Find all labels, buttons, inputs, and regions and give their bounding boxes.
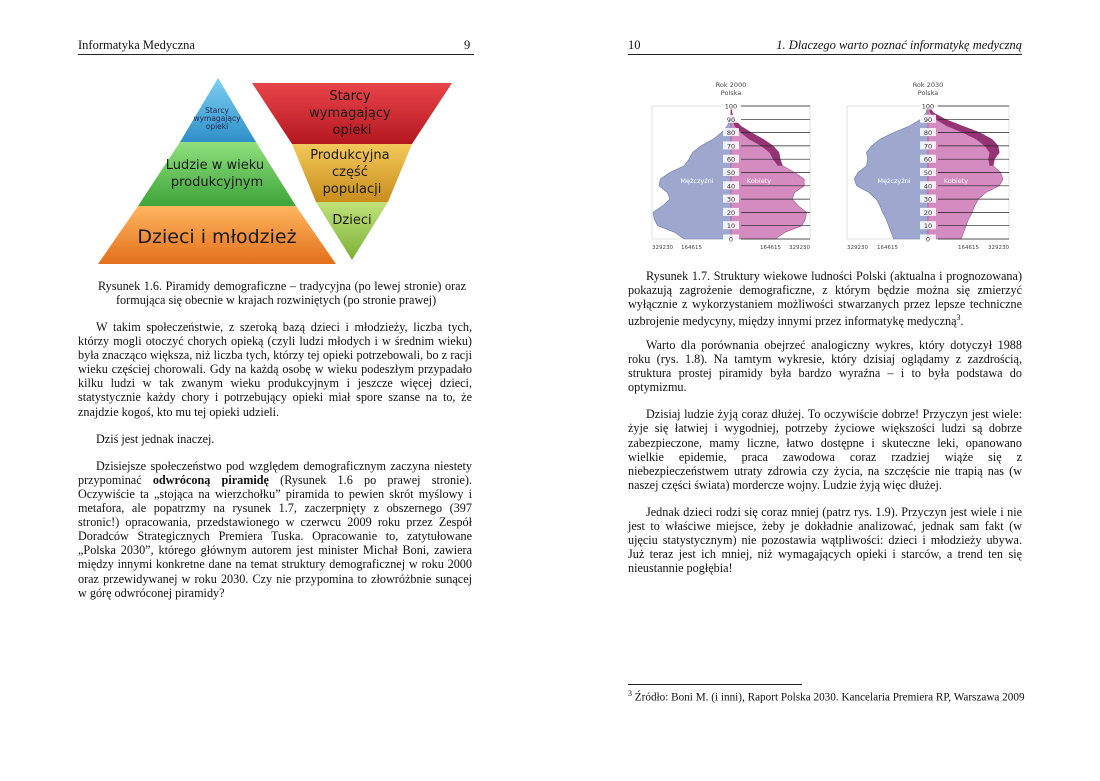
age-tick-label: 30 — [923, 195, 933, 204]
age-tick-label: 50 — [726, 169, 736, 177]
figure-caption — [628, 269, 1022, 328]
body-text — [628, 338, 1022, 575]
age-tick-label: 80 — [726, 129, 736, 138]
header-rule — [78, 54, 474, 55]
figure-caption-text: Rysunek 1.7. Struktury wiekowe ludności Polski (aktualna i prognozowana) pokazują zagrożenie demograficzne, z którym będzie można się zmierzyć wyłącznie z wykorzystaniem możliwości stwarzanych przez lepsze techniczne uzbrojenie medycyny, między innymi przez informatykę medyczną — [628, 269, 1022, 329]
paragraph-text: (Rysunek 1.6 po prawej stronie). Oczywiście ta „stojąca na wierzchołku” piramida to pewien skrót myślowy i metafora, ale popatrzmy na rysunek 1.7, zaczerpnięty z obszernego (397 stronic!) opracowania, przedstawionego w czerwcu 2009 roku przez Zespół Doradców Strategicznych Premiera Tuska. Opracowanie to, zatytułowane „Polska 2030”, którego głównym autorem jest minister Michał Boni, zawiera między innymi konkretne dane na temat struktury demograficznej w roku 2000 oraz przewidywanej w roku 2030. Czy nie przypomina to złowróżbnie sunącej w górę odwróconej piramidy? — [78, 472, 472, 600]
age-tick-label: 70 — [726, 142, 736, 151]
age-tick-label: 50 — [923, 169, 933, 177]
caption-end: . — [960, 314, 964, 329]
paragraph: W takim społeczeństwie, z szeroką bazą dzieci i młodzieży, liczba tych, którzy mogli otoczyć chorych opieką (czyli ludzi młodych i w średnim wieku) była znacząco większa, niż liczba tych, którzy tej opieki potrzebowali, bo z racji wieku częściej chorowali. Gdy na każdą osobę w wieku podeszłym przypadało kilku ludzi w tak zwanym wieku produkcyjnym i jeszcze więcej dzieci, statystycznie każdy chory i potrzebujący opieki miał spore szanse na to, że znajdzie kogoś, kto mu tej opieki udzieli. — [78, 320, 472, 419]
male-label: Mężczyźni — [877, 177, 911, 186]
x-axis-tick-label: 329230 — [988, 245, 1009, 251]
age-tick-label: 20 — [726, 208, 736, 217]
population-chart-2000 — [647, 76, 815, 256]
x-axis-tick-label: 329230 — [789, 245, 810, 251]
figure-pyramids — [90, 78, 460, 268]
footnote — [628, 689, 1048, 704]
age-tick-label: 60 — [726, 155, 736, 164]
body-text — [78, 320, 472, 600]
chart-title: Rok 2030 — [912, 81, 944, 89]
age-tick-label: 80 — [923, 129, 933, 138]
age-tick-label: 40 — [726, 182, 736, 191]
age-tick-label: 20 — [923, 208, 933, 217]
chart-subtitle: Polska — [720, 89, 742, 97]
footnote-mark: 3 — [628, 689, 632, 698]
footnote-text: Źródło: Boni M. (i inni), Raport Polska 2030. Kancelaria Premiera RP, Warszawa 2009 — [634, 691, 1025, 704]
x-axis-tick-label: 164615 — [958, 245, 979, 251]
paragraph: Dzisiaj ludzie żyją coraz dłużej. To oczywiście dobrze! Przyczyn jest wiele: żyje się łatwiej i wygodniej, potrzeby życiowe większości ludzi są dobrze zabezpieczone, mamy liczne, łatwo dostępne i skuteczne leki, opanowano wielkie epidemie, praca zawodowa coraz rzadziej wiąże się z niebezpieczeństwem utraty zdrowia czy życia, na szczęście nie trapią nas (w naszej części świata) mordercze wojny. Ludzie żyją więc dłużej. — [628, 407, 1022, 492]
age-tick-label: 40 — [923, 182, 933, 191]
pyramid-middle-label: Ludzie w wieku produkcyjnym — [165, 158, 265, 190]
age-tick-label: 30 — [726, 195, 736, 204]
chart-title: Rok 2000 — [715, 81, 747, 89]
x-axis-tick-label: 329230 — [847, 245, 868, 251]
x-axis-tick-label: 164615 — [877, 245, 898, 251]
running-title: Informatyka Medyczna — [78, 38, 195, 52]
running-title: 1. Dlaczego warto poznać informatykę medyczną — [776, 38, 1022, 52]
inverted-top-label: Starcy wymagający opieki — [309, 89, 391, 138]
right-page — [550, 0, 1100, 781]
age-tick-label: 60 — [923, 155, 933, 164]
pyramid-top-label: Starcy wymagający opieki — [193, 106, 241, 131]
chart-subtitle: Polska — [917, 89, 939, 97]
age-tick-label: 10 — [726, 222, 736, 231]
x-axis-tick-label: 329230 — [652, 245, 673, 251]
age-tick-label: 90 — [923, 115, 933, 124]
figure-caption-text: Rysunek 1.6. Piramidy demograficzne – tradycyjna (po lewej stronie) oraz formująca się obecnie w krajach rozwiniętych (po stronie prawej) — [98, 279, 466, 308]
footnote-marker: 3 — [956, 313, 961, 323]
paragraph — [78, 459, 472, 600]
male-label: Mężczyźni — [680, 177, 714, 186]
age-tick-label: 90 — [726, 115, 736, 124]
header-rule — [628, 54, 1022, 55]
inverted-bottom-label: Dzieci — [332, 213, 372, 228]
figure-caption — [98, 279, 466, 307]
emphasis-text: odwróconą piramidę — [152, 472, 269, 487]
page-number: 10 — [628, 38, 641, 52]
age-tick-label: 0 — [728, 235, 734, 244]
pyramid-bottom-label: Dzieci i młodzież — [137, 226, 297, 248]
population-chart-2030 — [842, 76, 1014, 256]
footnote-rule — [628, 684, 802, 685]
paragraph-text: Dzisiejsze społeczeństwo pod względem demograficznym zaczyna niestety przypominać — [78, 458, 472, 487]
x-axis-tick-label: 164615 — [681, 245, 702, 251]
age-tick-label: 10 — [923, 222, 933, 231]
female-label: Kobiety — [943, 177, 969, 186]
x-axis-tick-label: 164615 — [760, 245, 781, 251]
age-tick-label: 100 — [724, 102, 738, 111]
female-label: Kobiety — [746, 177, 772, 186]
age-tick-label: 0 — [925, 235, 931, 244]
inverted-middle-label: Produkcyjna część populacji — [310, 148, 390, 197]
paragraph: Warto dla porównania obejrzeć analogiczny wykres, który dotyczył 1988 roku (rys. 1.8). Na tamtym wykresie, który dzisiaj oglądamy z zazdrością, struktura prostej piramidy była bardzo wyraźna – i to była podstawa do optymizmu. — [628, 338, 1022, 395]
pyramid-middle-segment — [138, 142, 296, 206]
paragraph: Jednak dzieci rodzi się coraz mniej (patrz rys. 1.9). Przyczyn jest wiele i nie jest to właściwe miejsce, żeby je dokładnie analizować, jednak sam fakt (w ujęciu statystycznym) nie pozostawia wątpliwości: dzieci i młodzieży ubywa. Już teraz jest ich mniej, niż wymagających opieki i starców, a trend ten się nieustannie pogłębia! — [628, 504, 1022, 576]
age-tick-label: 70 — [923, 142, 933, 151]
age-tick-label: 100 — [921, 102, 935, 111]
paragraph: Dziś jest jednak inaczej. — [96, 431, 215, 446]
page-number: 9 — [464, 38, 471, 52]
